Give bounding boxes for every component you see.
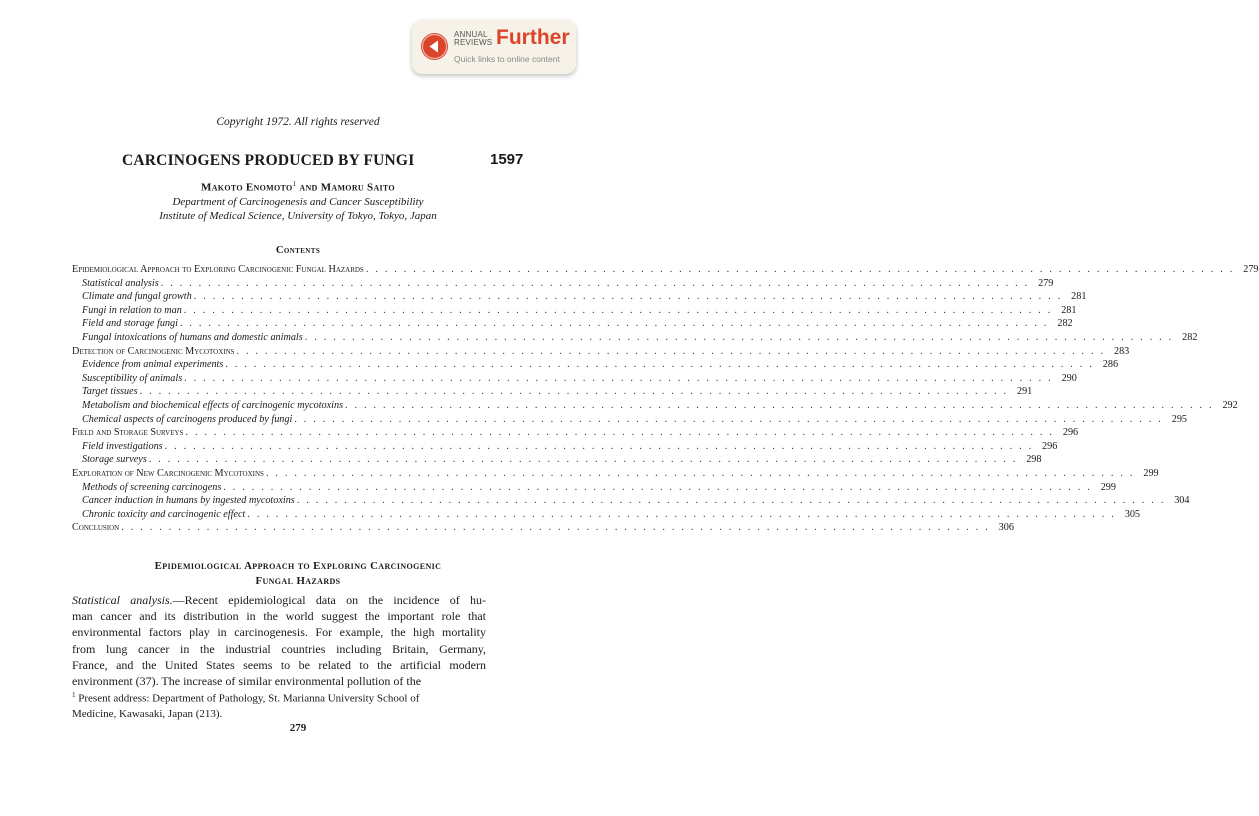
toc-entry-label: Exploration of New Carcinogenic Mycotoxins: [72, 467, 264, 479]
reviews-label: REVIEWS: [454, 38, 493, 47]
toc-leader-dots: . . . . . . . . . . . . . . . . . . . . . . . . . . . . . . . . . . . . . . . . . . . . . . . . . . . . . . . . . . . . . . . . . . . . . . . . . . . . . . . . . . . . . . . . . . . .: [236, 345, 1106, 357]
toc-leader-dots: . . . . . . . . . . . . . . . . . . . . . . . . . . . . . . . . . . . . . . . . . . . . . . . . . . . . . . . . . . . . . . . . . . . . . . . . . . . . . . . . . . . . . . . . . . . .: [160, 277, 1030, 289]
toc-entry-label: Detection of Carcinogenic Mycotoxins: [72, 345, 235, 357]
toc-entry: [72, 453, 1042, 467]
further-badge[interactable]: [412, 20, 576, 74]
toc-leader-dots: . . . . . . . . . . . . . . . . . . . . . . . . . . . . . . . . . . . . . . . . . . . . . . . . . . . . . . . . . . . . . . . . . . . . . . . . . . . . . . . . . . . . . . . . . . . .: [139, 386, 1009, 398]
toc-leader-dots: . . . . . . . . . . . . . . . . . . . . . . . . . . . . . . . . . . . . . . . . . . . . . . . . . . . . . . . . . . . . . . . . . . . . . . . . . . . . . . . . . . . . . . . . . . . .: [121, 522, 990, 534]
toc-leader-dots: . . . . . . . . . . . . . . . . . . . . . . . . . . . . . . . . . . . . . . . . . . . . . . . . . . . . . . . . . . . . . . . . . . . . . . . . . . . . . . . . . . . . . . . . . . . .: [193, 291, 1063, 303]
body-line: environmental factors play in carcinogenesis. For example, the high mortality: [72, 625, 486, 640]
toc-entry: [72, 290, 1087, 304]
toc-entry-page: 296: [1042, 440, 1058, 452]
toc-entry-page: 304: [1174, 495, 1190, 507]
toc-entry: [72, 331, 1198, 345]
author-conjunction: and: [296, 181, 321, 194]
toc-leader-dots: . . . . . . . . . . . . . . . . . . . . . . . . . . . . . . . . . . . . . . . . . . . . . . . . . . . . . . . . . . . . . . . . . . . . . . . . . . . . . . . . . . . . . . . . . . . .: [164, 440, 1034, 452]
footnote-marker: 1: [292, 180, 297, 188]
toc-leader-dots: . . . . . . . . . . . . . . . . . . . . . . . . . . . . . . . . . . . . . . . . . . . . . . . . . . . . . . . . . . . . . . . . . . . . . . . . . . . . . . . . . . . . . . . . . . . .: [225, 359, 1095, 371]
toc-entry-page: 291: [1016, 386, 1033, 398]
toc-entry: [72, 521, 1014, 535]
page-number: 279: [289, 722, 307, 734]
footnote-line: [72, 688, 486, 707]
body-line: environment (37). The increase of similar environmental pollution of the: [72, 674, 422, 689]
toc-entry-page: 298: [1026, 454, 1042, 466]
toc-entry-label: Cancer induction in humans by ingested mycotoxins: [82, 495, 295, 507]
further-tagline: Quick links to online content: [454, 54, 560, 64]
table-of-contents: [72, 263, 1259, 535]
article-title: CARCINOGENS PRODUCED BY FUNGI: [122, 152, 415, 169]
toc-entry: [72, 304, 1077, 318]
toc-entry-label: Climate and fungal growth: [82, 291, 192, 303]
toc-leader-dots: . . . . . . . . . . . . . . . . . . . . . . . . . . . . . . . . . . . . . . . . . . . . . . . . . . . . . . . . . . . . . . . . . . . . . . . . . . . . . . . . . . . . . . . . . . . .: [179, 318, 1049, 330]
body-line-text: —Recent epidemiological data on the incidence of hu-: [172, 593, 486, 607]
toc-entry: [72, 372, 1077, 386]
section-heading-line1: Epidemiological Approach to Exploring Carcinogenic: [154, 560, 442, 572]
copyright-line: Copyright 1972. All rights reserved: [216, 116, 380, 128]
toc-entry-label: Chronic toxicity and carcinogenic effect: [82, 508, 246, 520]
toc-leader-dots: . . . . . . . . . . . . . . . . . . . . . . . . . . . . . . . . . . . . . . . . . . . . . . . . . . . . . . . . . . . . . . . . . . . . . . . . . . . . . . . . . . . . . . . . . . . .: [185, 427, 1055, 439]
subsection-lead: Statistical analysis.: [72, 593, 173, 607]
body-paragraph: [72, 592, 486, 689]
toc-leader-dots: . . . . . . . . . . . . . . . . . . . . . . . . . . . . . . . . . . . . . . . . . . . . . . . . . . . . . . . . . . . . . . . . . . . . . . . . . . . . . . . . . . . . . . . . . . . .: [304, 331, 1174, 343]
toc-entry-label: Methods of screening carcinogens: [82, 481, 222, 493]
toc-leader-dots: . . . . . . . . . . . . . . . . . . . . . . . . . . . . . . . . . . . . . . . . . . . . . . . . . . . . . . . . . . . . . . . . . . . . . . . . . . . . . . . . . . . . . . . . . . . .: [247, 508, 1117, 520]
toc-entry-label: Conclusion: [72, 522, 120, 534]
body-line: [72, 592, 486, 608]
toc-entry: [72, 263, 1259, 277]
toc-entry-page: 283: [1113, 345, 1130, 357]
toc-entry: [72, 413, 1187, 427]
section-heading-line2: Fungal Hazards: [255, 575, 341, 587]
annual-reviews-logo: [454, 31, 492, 47]
toc-entry-label: Storage surveys: [82, 454, 147, 466]
affiliation-institute: Institute of Medical Science, University of Tokyo, Tokyo, Japan: [159, 210, 437, 222]
toc-entry: [72, 440, 1058, 454]
author-line: [0, 180, 596, 194]
toc-entry-page: 306: [998, 522, 1014, 534]
page-reference: 1597: [490, 151, 524, 168]
toc-entry-label: Chemical aspects of carcinogens produced by fungi: [82, 413, 293, 425]
toc-entry-page: 292: [1222, 399, 1238, 411]
contents-heading: Contents: [275, 245, 321, 256]
toc-entry-page: 282: [1057, 318, 1073, 330]
toc-entry-page: 295: [1171, 413, 1187, 425]
toc-leader-dots: . . . . . . . . . . . . . . . . . . . . . . . . . . . . . . . . . . . . . . . . . . . . . . . . . . . . . . . . . . . . . . . . . . . . . . . . . . . . . . . . . . . . . . . . . . . .: [223, 481, 1092, 493]
toc-entry: [72, 426, 1079, 440]
toc-entry-label: Fungal intoxications of humans and domestic animals: [82, 331, 303, 343]
toc-entry-page: 286: [1102, 359, 1119, 371]
toc-entry: [72, 277, 1054, 291]
further-label[interactable]: Further: [496, 26, 570, 49]
toc-leader-dots: . . . . . . . . . . . . . . . . . . . . . . . . . . . . . . . . . . . . . . . . . . . . . . . . . . . . . . . . . . . . . . . . . . . . . . . . . . . . . . . . . . . . . . . . . . . .: [365, 264, 1235, 275]
toc-entry: [72, 385, 1033, 399]
toc-entry-label: Evidence from animal experiments: [82, 359, 224, 371]
toc-entry-page: 281: [1061, 304, 1077, 316]
toc-leader-dots: . . . . . . . . . . . . . . . . . . . . . . . . . . . . . . . . . . . . . . . . . . . . . . . . . . . . . . . . . . . . . . . . . . . . . . . . . . . . . . . . . . . . . . . . . . . .: [184, 372, 1053, 384]
toc-entry-label: Fungi in relation to man: [82, 304, 182, 316]
toc-leader-dots: . . . . . . . . . . . . . . . . . . . . . . . . . . . . . . . . . . . . . . . . . . . . . . . . . . . . . . . . . . . . . . . . . . . . . . . . . . . . . . . . . . . . . . . . . . . .: [345, 399, 1214, 411]
body-line: France, and the United States seems to be related to the artificial modern: [72, 657, 486, 672]
toc-leader-dots: . . . . . . . . . . . . . . . . . . . . . . . . . . . . . . . . . . . . . . . . . . . . . . . . . . . . . . . . . . . . . . . . . . . . . . . . . . . . . . . . . . . . . . . . . . . .: [294, 413, 1163, 425]
toc-entry-label: Susceptibility of animals: [82, 372, 183, 384]
toc-leader-dots: . . . . . . . . . . . . . . . . . . . . . . . . . . . . . . . . . . . . . . . . . . . . . . . . . . . . . . . . . . . . . . . . . . . . . . . . . . . . . . . . . . . . . . . . . . . .: [183, 304, 1053, 316]
toc-entry: [72, 358, 1119, 372]
annual-label: ANNUAL: [454, 30, 488, 39]
footnote-text: Present address: Department of Pathology, St. Marianna University School of: [75, 692, 420, 705]
toc-entry-label: Field investigations: [82, 440, 163, 452]
author-1: Makoto Enomoto: [201, 181, 293, 194]
body-line: from lung cancer in the industrial countries including Britain, Germany,: [72, 641, 486, 656]
toc-leader-dots: . . . . . . . . . . . . . . . . . . . . . . . . . . . . . . . . . . . . . . . . . . . . . . . . . . . . . . . . . . . . . . . . . . . . . . . . . . . . . . . . . . . . . . . . . . . .: [296, 495, 1166, 507]
toc-entry: [72, 467, 1159, 481]
toc-entry-page: 279: [1038, 277, 1054, 289]
toc-entry-page: 305: [1124, 508, 1141, 520]
toc-entry-page: 290: [1061, 372, 1077, 384]
toc-entry: [72, 481, 1116, 495]
toc-entry-page: 296: [1062, 427, 1079, 439]
toc-entry-label: Target tissues: [82, 386, 138, 398]
affiliation-department: Department of Carcinogenesis and Cancer Susceptibility: [172, 196, 424, 208]
toc-entry: [72, 508, 1141, 522]
body-line: man cancer and its distribution in the world suggest the important role that: [72, 609, 486, 624]
toc-entry: [72, 494, 1190, 508]
toc-entry-page: 281: [1071, 291, 1087, 303]
toc-entry-label: Statistical analysis: [82, 277, 159, 289]
footnote-number: 1: [72, 691, 76, 699]
toc-leader-dots: . . . . . . . . . . . . . . . . . . . . . . . . . . . . . . . . . . . . . . . . . . . . . . . . . . . . . . . . . . . . . . . . . . . . . . . . . . . . . . . . . . . . . . . . . . . .: [148, 454, 1018, 466]
toc-entry-label: Field and Storage Surveys: [72, 427, 184, 439]
footnote-line: Medicine, Kawasaki, Japan (213).: [72, 707, 223, 720]
toc-entry-page: 299: [1100, 481, 1116, 493]
toc-entry-page: 279: [1243, 264, 1259, 275]
toc-entry-page: 299: [1143, 467, 1159, 479]
toc-entry-label: Epidemiological Approach to Exploring Carcinogenic Fungal Hazards: [72, 264, 364, 275]
toc-entry: [72, 317, 1073, 331]
toc-entry: [72, 345, 1130, 359]
author-2: Mamoru Saito: [320, 181, 395, 194]
toc-leader-dots: . . . . . . . . . . . . . . . . . . . . . . . . . . . . . . . . . . . . . . . . . . . . . . . . . . . . . . . . . . . . . . . . . . . . . . . . . . . . . . . . . . . . . . . . . . . .: [265, 467, 1135, 479]
toc-entry: [72, 399, 1238, 413]
toc-entry-page: 282: [1182, 331, 1198, 343]
footnote: [72, 688, 486, 722]
toc-entry-label: Metabolism and biochemical effects of carcinogenic mycotoxins: [82, 399, 344, 411]
play-back-icon[interactable]: [421, 33, 448, 60]
toc-entry-label: Field and storage fungi: [82, 318, 178, 330]
